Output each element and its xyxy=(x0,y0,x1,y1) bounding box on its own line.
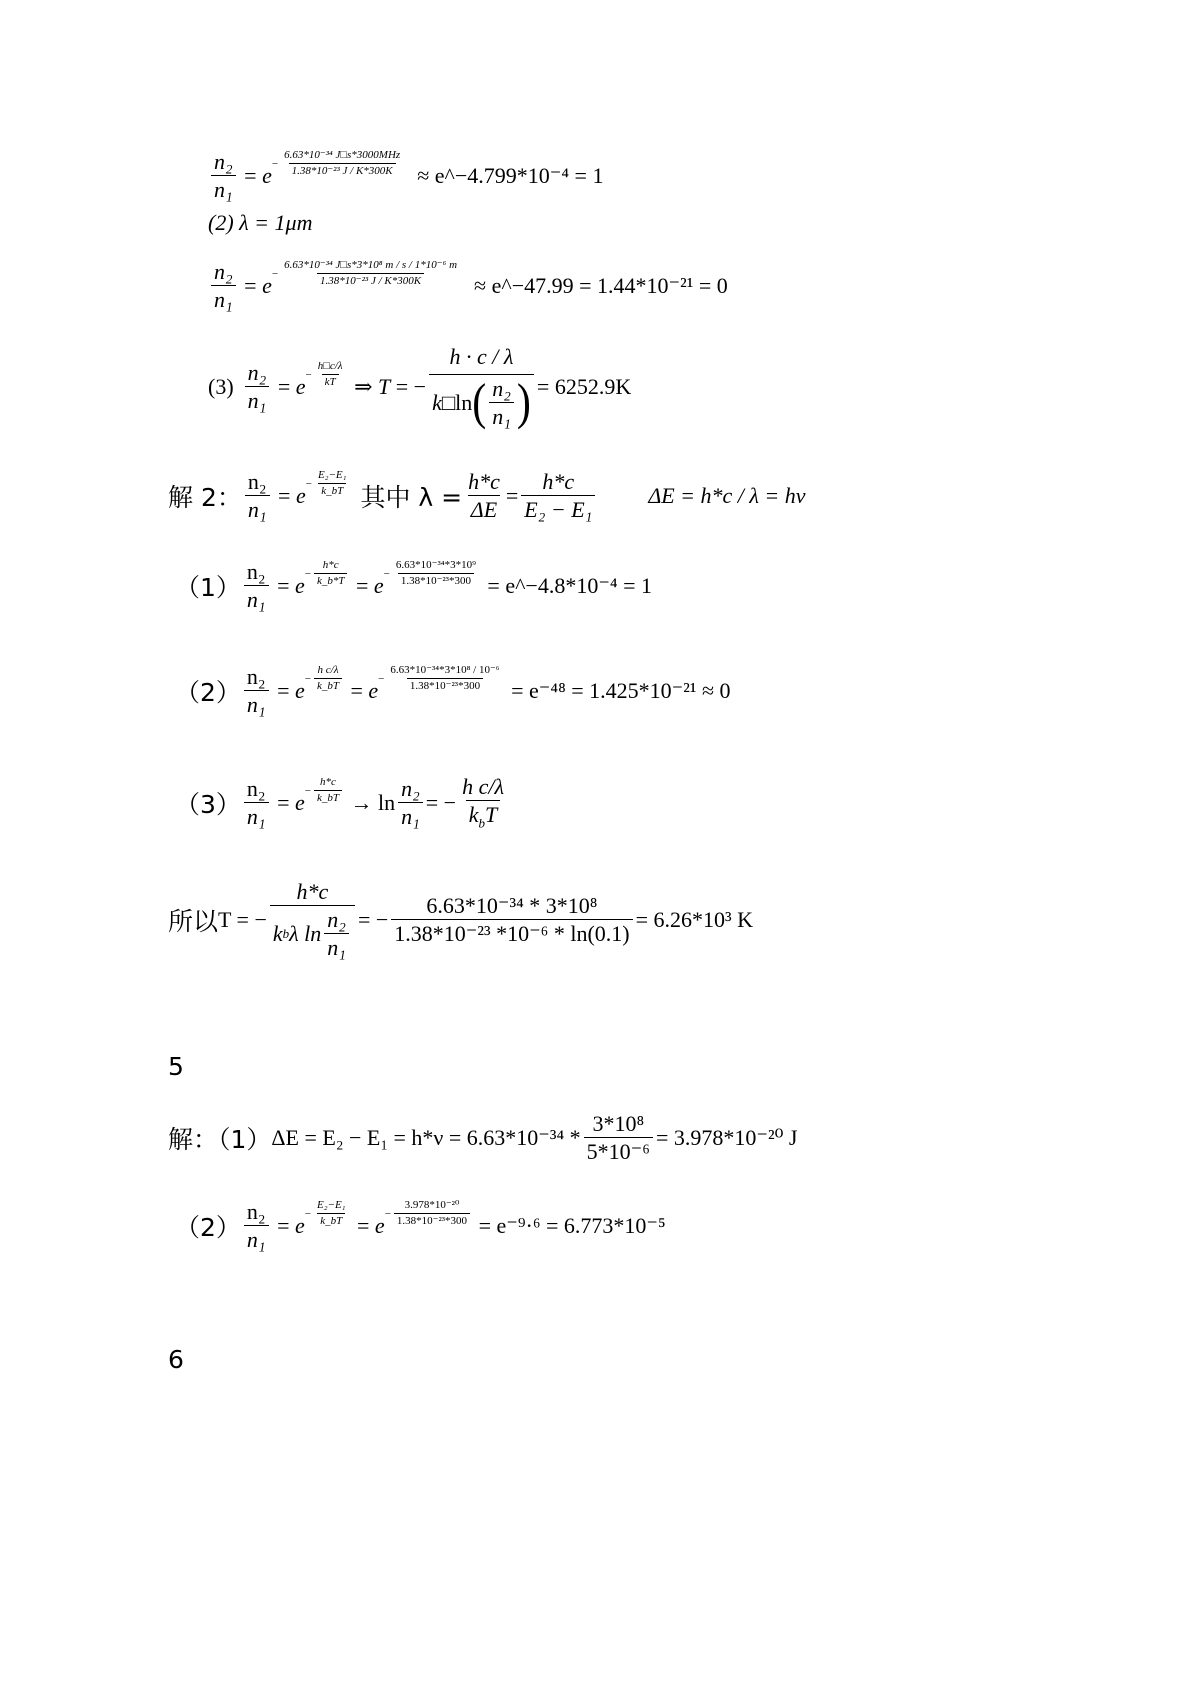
equation-1: $\frac{\text{n₂}}{\text{n₁}}$ = e − $\frac{\text{6.63*10⁻³⁴ J□s*3000MHz}}{\text{1.38*10⁻²³ J / K*300K}}$ ≈ e^−4.799*10⁻⁴ = 1 xyxy=(208,150,603,201)
solution-2-part-2: （2） $\frac{\text{n₂}}{\text{n₁}}$ = e − $\frac{\text{h c/λ}}{k\_bT}$ = e − $\frac{\text{6.63*10⁻³⁴*3*10⁸ / 10⁻⁶}}{\text{1.38*10⁻²³*300}}$ = e⁻⁴⁸ = 1.425*10⁻²¹ ≈ 0 xyxy=(175,663,731,718)
exponent: − $\frac{\text{6.63*10⁻³⁴ J□s*3000MHz}}{\text{1.38*10⁻²³ J / K*300K}}$ xyxy=(271,148,401,178)
equation-3: (3) $\frac{\text{n₂}}{\text{n₁}}$ = e − $\frac{h□c/\lambda}{kT}$ ⇒ T = − h · c / λ k □ln ( $\frac{\text{n₂}}{\text{n₁}}$ ) = 6252.9K xyxy=(208,344,632,431)
exponent: − $\frac{\text{6.63*10⁻³⁴ J□s*3*10⁸ m / s / 1*10⁻⁶ m}}{\text{1.38*10⁻²³ J / K*300K}}$ xyxy=(271,258,458,288)
solution-2-part-3: （3） $\frac{\text{n₂}}{\text{n₁}}$ = e − $\frac{h*c}{k\_bT}$ → ln $\frac{\text{n₂}}{\text{n₁}}$ = − $\frac{\text{h c/λ}}{k_bT}$ xyxy=(175,774,504,831)
energy-relation: ΔE = h*c / λ = hν xyxy=(648,482,806,508)
solution-2-part-1: （1） $\frac{\text{n₂}}{\text{n₁}}$ = e − $\frac{h*c}{k\_b*T}$ = e − $\frac{\text{6.63*10⁻³⁴*3*10⁹}}{\text{1.38*10⁻²³*300}}$ = e^−4.8*10⁻⁴ = 1 xyxy=(175,558,653,613)
section-number-6: 6 xyxy=(168,1345,184,1374)
equation-tail: ≈ e^−4.799*10⁻⁴ = 1 xyxy=(417,162,604,188)
solution-5-part-2: （2） $\frac{\text{n₂}}{\text{n₁}}$ = e − $\frac{\text{E₂−E₁}}{k\_bT}$ = e − $\frac{\text{3.978*10⁻²⁰}}{\text{1.38*10⁻²³*300}}$ = e⁻⁹·⁶ = 6.773*10⁻⁵ xyxy=(175,1198,666,1253)
section-number-5: 5 xyxy=(168,1052,184,1081)
equation-tail: ≈ e^−47.99 = 1.44*10⁻²¹ = 0 xyxy=(474,272,728,298)
item-2-label: (2) λ = 1μm xyxy=(208,210,313,235)
solution-2-header: 解 2： $\frac{\text{n₂}}{\text{n₁}}$ = e − $\frac{\text{E₂−E₁}}{k\_bT}$ 其中 λ = $\frac{h*c}{\Delta E}$ = $\frac{h*c}{\text{E₂ − E₁}}$ ΔE = h*c / λ = hν xyxy=(168,468,806,523)
conclusion-equation: 所以 T = − h*c k b λ ln $\frac{\text{n₂}}{\text{n₁}}$ = − $\frac{\text{6.63*10⁻³⁴ * 3*10⁸}}{\text{1.38*10⁻²³ *10⁻⁶ * ln(0.1)}}$ = 6.26*10³ K xyxy=(168,879,754,961)
temperature-fraction: h · c / λ k □ln ( $\frac{\text{n₂}}{\text{n₁}}$ ) xyxy=(429,345,534,428)
solution-5-part-1: 解：（1） ΔE = E₂ − E₁ = h*ν = 6.63*10⁻³⁴ * $\frac{\text{3*10⁸}}{\text{5*10⁻⁶}}$ = 3.978*10⁻²⁰ J xyxy=(168,1111,798,1165)
ratio-fraction: $\frac{\text{n₂}}{\text{n₁}}$ xyxy=(211,150,236,201)
equation-2: $\frac{\text{n₂}}{\text{n₁}}$ = e − $\frac{\text{6.63*10⁻³⁴ J□s*3*10⁸ m / s / 1*10⁻⁶ m}}{\text{1.38*10⁻²³ J / K*300K}}$ ≈ e^−47.99 = 1.44*10⁻²¹ = 0 xyxy=(208,260,728,311)
equation-result: = 6252.9K xyxy=(536,373,632,399)
